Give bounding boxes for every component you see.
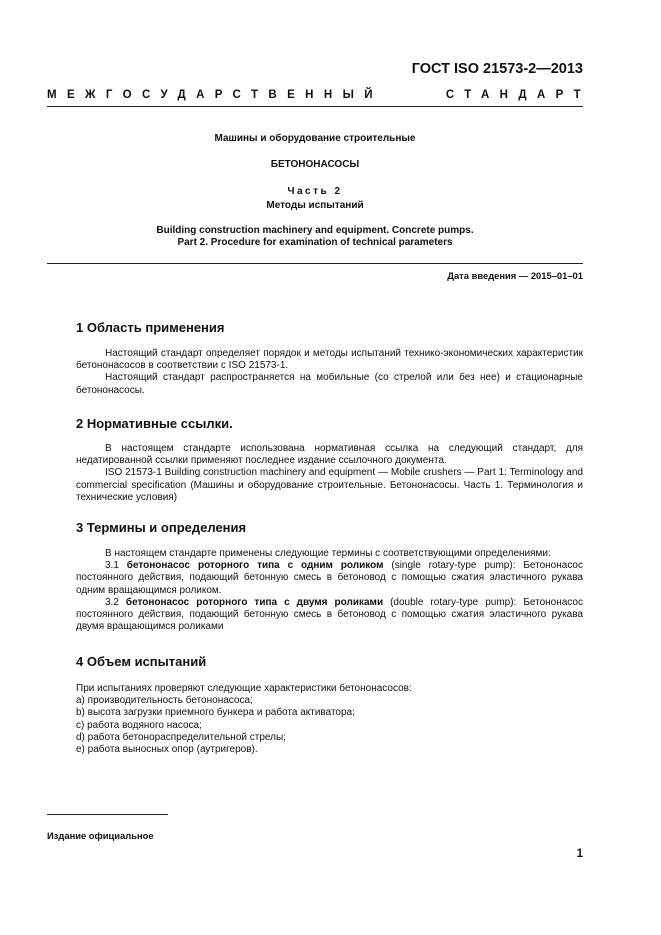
term-text: (double rotary-type pump): Бетононасос постоянного действия, подающий бетонную смесь в бетоновод с помощью сжатия эластичного рукава двумя вращающимся роликами — [76, 596, 583, 633]
section-3-heading: 3 Термины и определения — [76, 520, 247, 535]
standard-label: СТАНДАРТ — [445, 89, 591, 101]
term-name: бетононасос роторного типа с одним роликом — [126, 560, 384, 572]
term-text: (single rotary-type pump): Бетононасос постоянного действия, подающий бетонную смесь в бетоновод с помощью сжатия эластичного рукава одним вращающимся роликом. — [76, 560, 583, 596]
term-number: 3.1 — [105, 560, 127, 572]
section-4-intro: При испытаниях проверяют следующие характеристики бетононасосов: — [76, 683, 412, 694]
title-english-line1: Building construction machinery and equipment. Concrete pumps. — [156, 225, 474, 236]
title-part-name: Методы испытаний — [266, 200, 364, 211]
official-edition: Издание официальное — [47, 830, 154, 841]
section-3-body — [76, 548, 583, 633]
title-subtitle: Машины и оборудование строительные — [214, 133, 416, 144]
page-number: 1 — [576, 848, 583, 860]
section-1-paragraph: Настоящий стандарт определяет порядок и методы испытаний технико-экономических характеристик бетононасосов в соответствии с ISO 21573-1. — [76, 348, 583, 372]
term-definition — [76, 597, 583, 634]
interstate-label: МЕЖГОСУДАРСТВЕННЫЙ — [47, 89, 383, 101]
list-item: a) производительность бетононасоса; — [76, 695, 253, 707]
title-main: БЕТОНОНАСОСЫ — [270, 159, 360, 170]
list-item: e) работа выносных опор (аутригеров). — [76, 744, 258, 756]
section-2-body — [76, 443, 583, 504]
section-4-heading: 4 Объем испытаний — [76, 654, 207, 669]
section-1-heading: 1 Область применения — [76, 320, 225, 335]
section-4-body — [76, 683, 583, 756]
section-2-reference: ISO 21573-1 Building construction machinery and equipment — Mobile crushers — Part 1: Terminology and commercial specification (Машины и оборудование строительные. Бетононасосы. Часть 1. Терминология и технические условия) — [76, 467, 583, 503]
section-2-heading: 2 Нормативные ссылки. — [76, 416, 233, 431]
section-2-paragraph: В настоящем стандарте использована нормативная ссылка на следующий стандарт, для недатированной ссылки применяют последнее издание ссылочного документа. — [76, 443, 583, 467]
title-english-line2: Part 2. Procedure for examination of technical parameters — [177, 237, 453, 248]
list-item: b) высота загрузки приемного бункера и работа активатора; — [76, 707, 355, 719]
introduction-date: Дата введения — 2015–01–01 — [447, 270, 583, 281]
footer-rule — [47, 814, 168, 815]
title-rule — [47, 263, 583, 264]
term-definition — [76, 560, 583, 597]
term-number: 3.2 — [105, 596, 126, 608]
list-item: d) работа бетонораспределительной стрелы; — [76, 731, 286, 743]
gost-number: ГОСТ ISO 21573-2—2013 — [411, 61, 583, 77]
term-name: бетононасос роторного типа с двумя роликами — [125, 596, 384, 608]
header-rule — [47, 106, 583, 107]
title-part-number: Часть 2 — [287, 186, 343, 197]
section-3-paragraph: В настоящем стандарте применены следующие термины с соответствующими определениями: — [105, 548, 551, 559]
section-1-paragraph: Настоящий стандарт распространяется на мобильные (со стрелой или без нее) и стационарные бетононасосы. — [76, 372, 583, 396]
section-1-body — [76, 348, 583, 397]
list-item: c) работа водяного насоса; — [76, 719, 202, 731]
